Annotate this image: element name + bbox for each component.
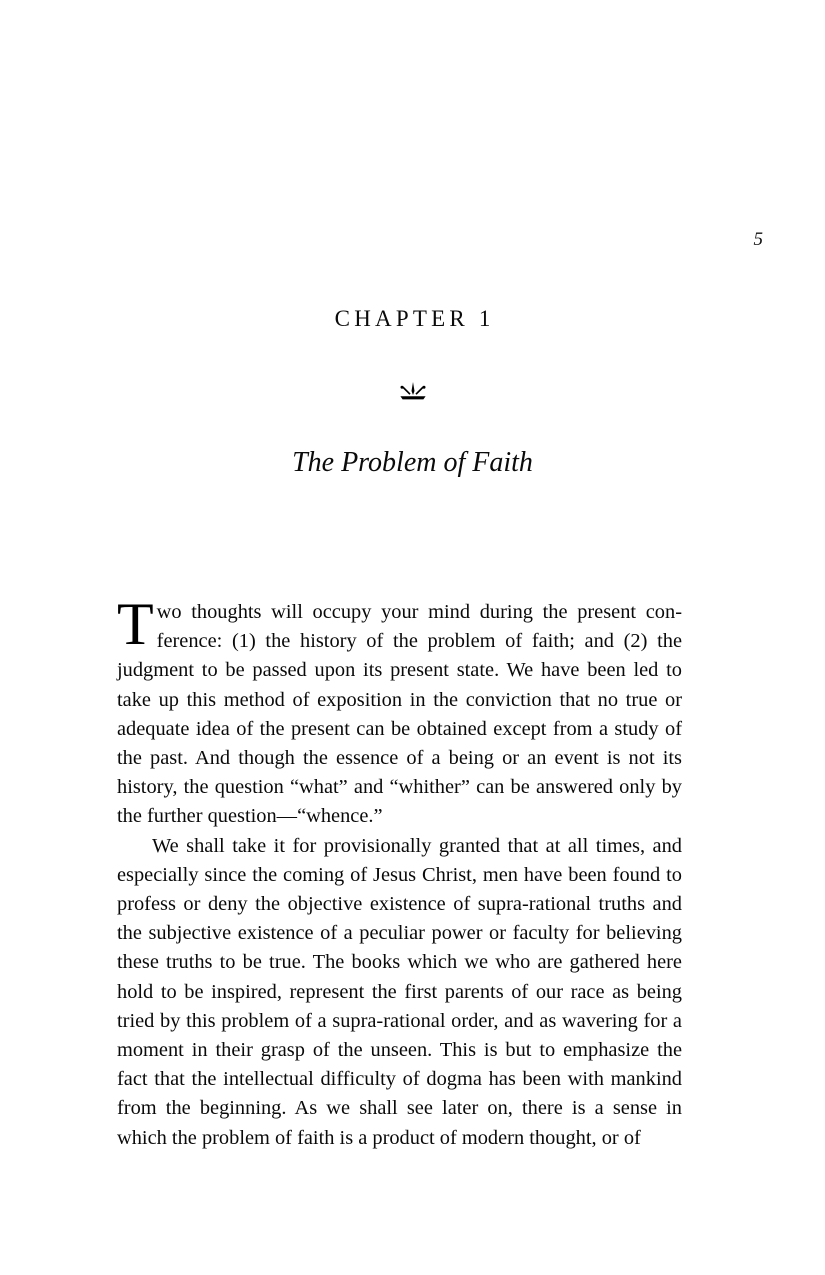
paragraph-1-text: wo thoughts will occupy your mind during the present conference: (1) the history of the problem of faith; and (2) the judgment to be passed upon its present state. We have been led to take up this method of exposition in the conviction that no true or adequate idea of the present can be obtained except from a study of the past. And though the essence of a being or an event is not its history, the question “what” and “whither” can be answered only by the further question—“whence.” <box>117 601 682 828</box>
chapter-label: CHAPTER 1 <box>334 306 495 331</box>
chapter-title: The Problem of Faith <box>292 447 533 478</box>
body-text <box>117 591 682 1153</box>
drop-cap: T <box>117 591 154 657</box>
fleuron-ornament <box>0 378 825 406</box>
page-number: 5 <box>753 229 763 250</box>
paragraph-1 <box>117 591 682 832</box>
paragraph-2: We shall take it for provisionally granted that at all times, and especially since the coming of Jesus Christ, men have been found to profess or deny the objective existence of supra-rational truths and the subjective existence of a peculiar power or faculty for believing these truths to be true. The books which we who are gathered here hold to be inspired, represent the first parents of our race as being tried by this problem of a supra-rational order, and as wavering for a moment in their grasp of the unseen. This is but to emphasize the fact that the intellectual difficulty of dogma has been with mankind from the beginning. As we shall see later on, there is a sense in which the problem of faith is a product of modern thought, or of <box>117 834 682 1149</box>
